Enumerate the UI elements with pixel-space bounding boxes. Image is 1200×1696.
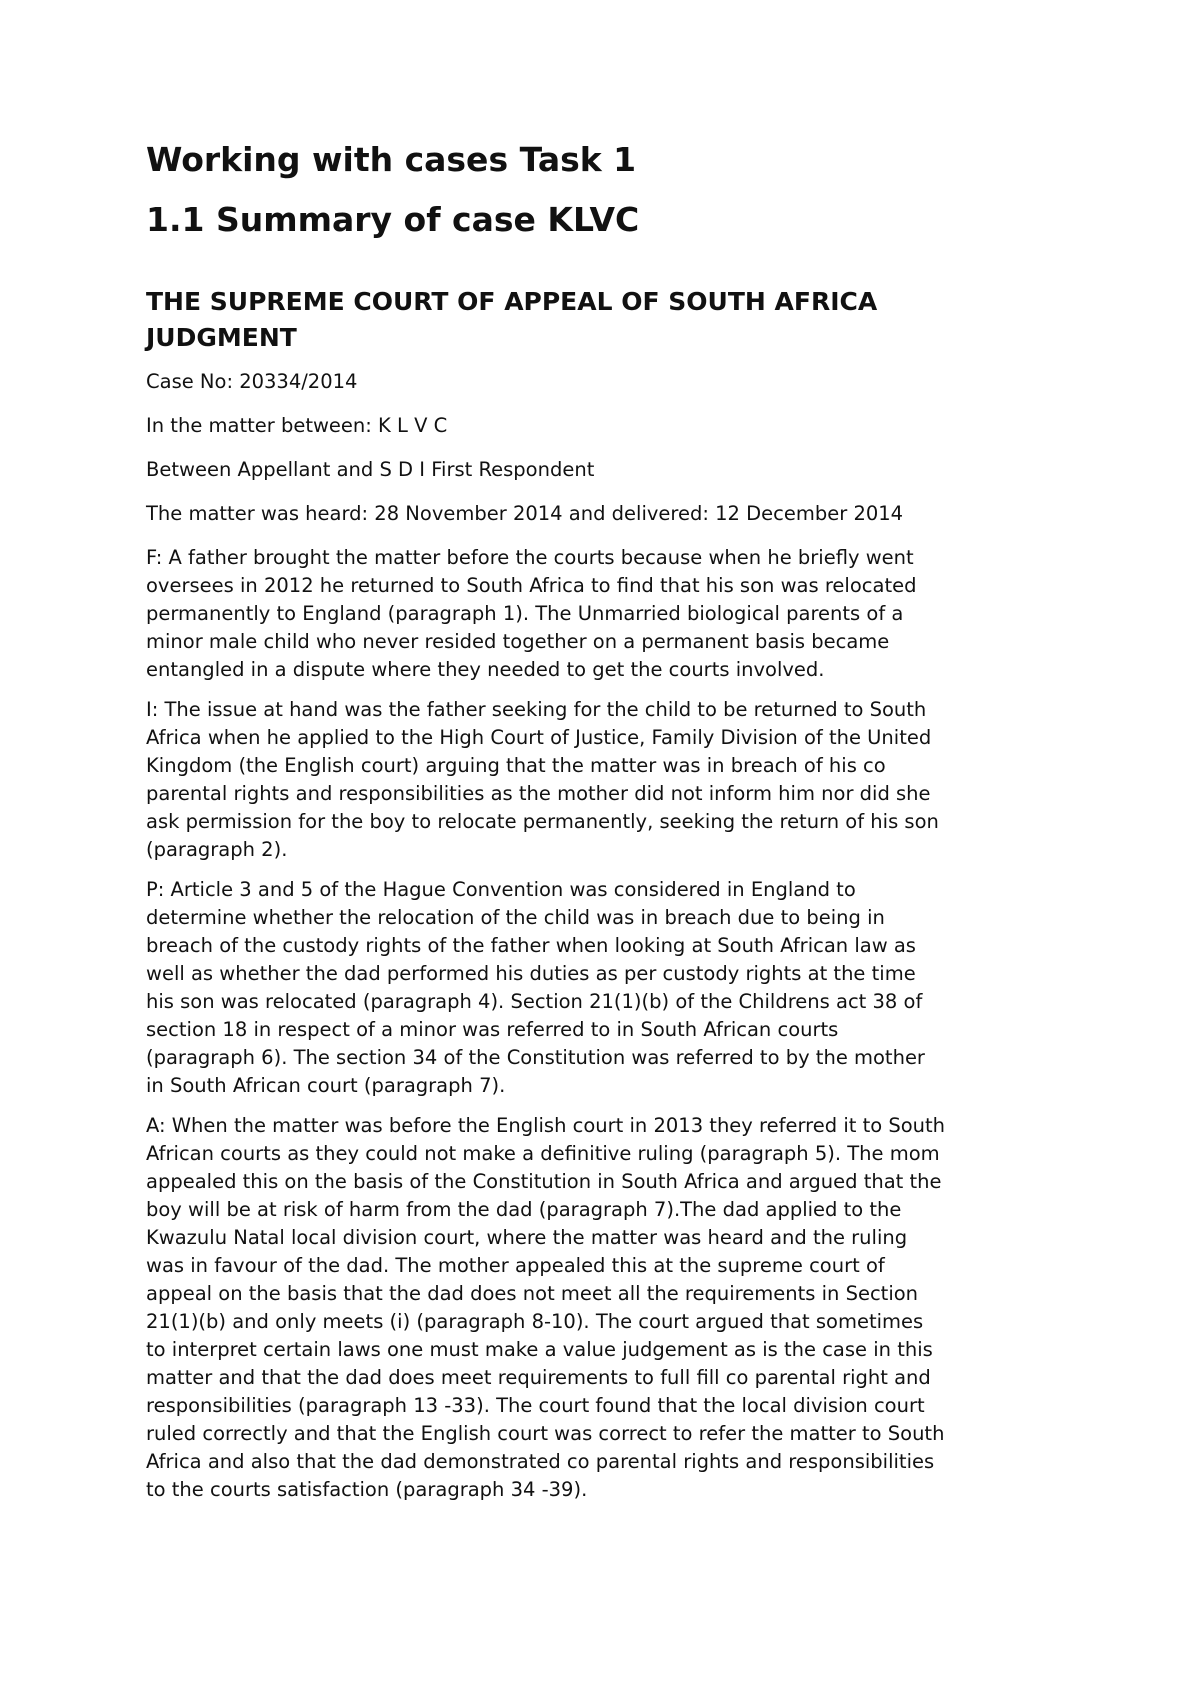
principle-line: breach of the custody rights of the father when looking at South African law as [146,934,916,957]
facts-line: entangled in a dispute where they needed to get the courts involved. [146,658,825,681]
application-line: ruled correctly and that the English court was correct to refer the matter to South [146,1422,945,1445]
issue-line: I: The issue at hand was the father seeking for the child to be returned to South [146,698,927,721]
application-paragraph [146,1112,1086,1504]
application-line: appeal on the basis that the dad does not meet all the requirements in Section [146,1282,919,1305]
application-line: boy will be at risk of harm from the dad (paragraph 7).The dad applied to the [146,1198,902,1221]
principle-line: in South African court (paragraph 7). [146,1074,506,1097]
application-line: Kwazulu Natal local division court, where the matter was heard and the ruling [146,1226,908,1249]
facts-line: F: A father brought the matter before the courts because when he briefly went [146,546,914,569]
application-line: 21(1)(b) and only meets (i) (paragraph 8-10). The court argued that sometimes [146,1310,924,1333]
facts-line: permanently to England (paragraph 1). The Unmarried biological parents of a [146,602,904,625]
principle-line: P: Article 3 and 5 of the Hague Convention was considered in England to [146,878,856,901]
application-line: African courts as they could not make a definitive ruling (paragraph 5). The mom [146,1142,940,1165]
case-number: Case No: 20334/2014 [146,370,358,393]
application-line: A: When the matter was before the English court in 2013 they referred it to South [146,1114,946,1137]
heard-delivered-dates: The matter was heard: 28 November 2014 and delivered: 12 December 2014 [146,502,904,525]
document-page [146,140,1086,1516]
issue-paragraph [146,696,1086,864]
facts-line: oversees in 2012 he returned to South Africa to find that his son was relocated [146,574,917,597]
issue-line: Kingdom (the English court) arguing that the matter was in breach of his co [146,754,886,777]
court-heading [146,284,1086,356]
principle-line: (paragraph 6). The section 34 of the Constitution was referred to by the mother [146,1046,925,1069]
application-line: appealed this on the basis of the Constitution in South Africa and argued that the [146,1170,942,1193]
principle-line: well as whether the dad performed his duties as per custody rights at the time [146,962,916,985]
facts-paragraph [146,544,1086,684]
principle-paragraph [146,876,1086,1100]
issue-line: parental rights and responsibilities as the mother did not inform him nor did she [146,782,931,805]
application-line: Africa and also that the dad demonstrated co parental rights and responsibilities [146,1450,935,1473]
court-heading-line-2: JUDGMENT [146,323,297,352]
issue-line: ask permission for the boy to relocate permanently, seeking the return of his son [146,810,939,833]
application-line: was in favour of the dad. The mother appealed this at the supreme court of [146,1254,885,1277]
application-line: to interpret certain laws one must make a value judgement as is the case in this [146,1338,933,1361]
parties: Between Appellant and S D I First Respondent [146,458,595,481]
court-heading-line-1: THE SUPREME COURT OF APPEAL OF SOUTH AFRICA [146,287,878,316]
issue-line: Africa when he applied to the High Court of Justice, Family Division of the United [146,726,932,749]
issue-line: (paragraph 2). [146,838,288,861]
application-line: to the courts satisfaction (paragraph 34 -39). [146,1478,588,1501]
application-line: matter and that the dad does meet requirements to full fill co parental right and [146,1366,931,1389]
matter-between: In the matter between: K L V C [146,414,448,437]
principle-line: his son was relocated (paragraph 4). Section 21(1)(b) of the Childrens act 38 of [146,990,923,1013]
document-subtitle: 1.1 Summary of case KLVC [146,200,640,239]
facts-line: minor male child who never resided together on a permanent basis became [146,630,890,653]
application-line: responsibilities (paragraph 13 -33). The court found that the local division court [146,1394,925,1417]
principle-line: determine whether the relocation of the child was in breach due to being in [146,906,885,929]
document-title: Working with cases Task 1 [146,140,637,179]
principle-line: section 18 in respect of a minor was referred to in South African courts [146,1018,839,1041]
